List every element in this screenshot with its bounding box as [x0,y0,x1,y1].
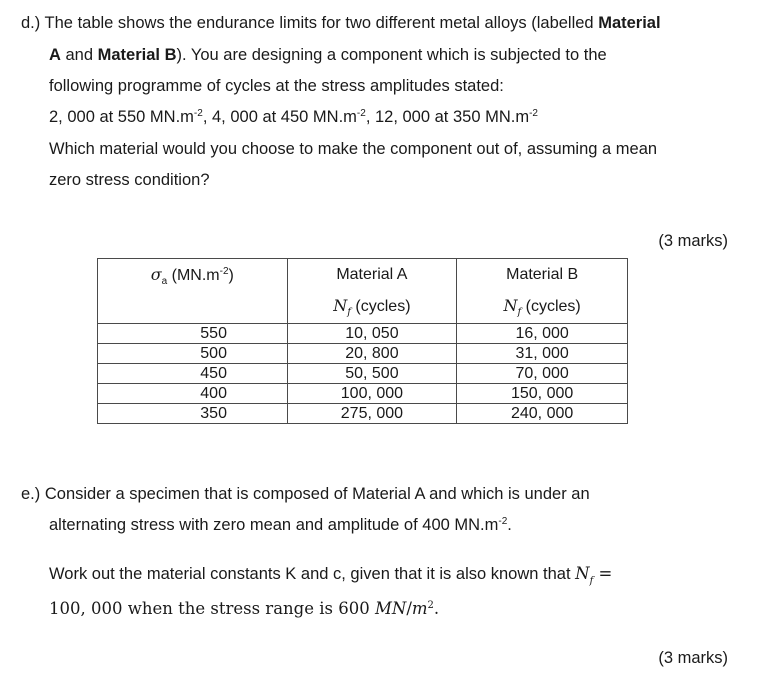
cell-material-a: 275, 000 [287,404,457,424]
cell-material-a: 100, 000 [287,384,457,404]
cell-stress: 400 [98,384,288,404]
cell-material-a: 10, 050 [287,324,457,344]
table-row [98,344,628,364]
cell-stress: 450 [98,364,288,384]
cell-material-b: 240, 000 [457,404,628,424]
question-e-line-1: e.) Consider a specimen that is composed of Material A and which is under an [21,485,590,503]
question-d-line-4: 2, 000 at 550 $MN.m^{-2}$, 4, 000 at 450 $MN.m^{-2}$, 12, 000 at 350 $MN.m^{-2}$ [49,108,538,126]
question-d-line-2: A and Material B). You are designing a component which is subjected to the [49,46,607,64]
question-d-line-3: following programme of cycles at the stress amplitudes stated: [49,77,504,95]
table-row [98,384,628,404]
cell-material-b: 70, 000 [457,364,628,384]
question-e-line-4: 100, 000 when the stress range is 600 $MN/m^2$. [49,599,440,618]
cell-material-b: 31, 000 [457,344,628,364]
question-e-line-3: Work out the material constants K and c, given that it is also known that $N_f$ = [49,564,613,587]
cell-stress: 350 [98,404,288,424]
cell-material-a: 50, 500 [287,364,457,384]
question-e-label: e.) [21,485,41,503]
question-d-marks: (3 marks) [658,232,728,250]
cell-stress: 550 [98,324,288,344]
header-material-b: Material B $N_f$ (cycles) [457,259,628,324]
table-row [98,404,628,424]
question-e-line-2: alternating stress with zero mean and amplitude of 400 $MN.m^{-2}$. [49,516,512,534]
table-row [98,324,628,344]
cell-material-b: 150, 000 [457,384,628,404]
endurance-table [97,258,628,424]
cell-material-a: 20, 800 [287,344,457,364]
question-e-marks: (3 marks) [658,649,728,667]
question-d-line-5: Which material would you choose to make the component out of, assuming a mean [49,140,658,158]
header-stress-amplitude: $\sigma_a$ $(MN.m^{-2})$ [98,259,288,324]
question-d-line-6: zero stress condition? [49,171,210,189]
header-material-a: Material A $N_f$ (cycles) [287,259,457,324]
cell-stress: 500 [98,344,288,364]
question-d-label: d.) [21,14,41,32]
question-d-line-1: d.) The table shows the endurance limits for two different metal alloys (labelled Material [21,14,661,32]
cell-material-b: 16, 000 [457,324,628,344]
table-row [98,364,628,384]
table-header-row [98,259,628,324]
